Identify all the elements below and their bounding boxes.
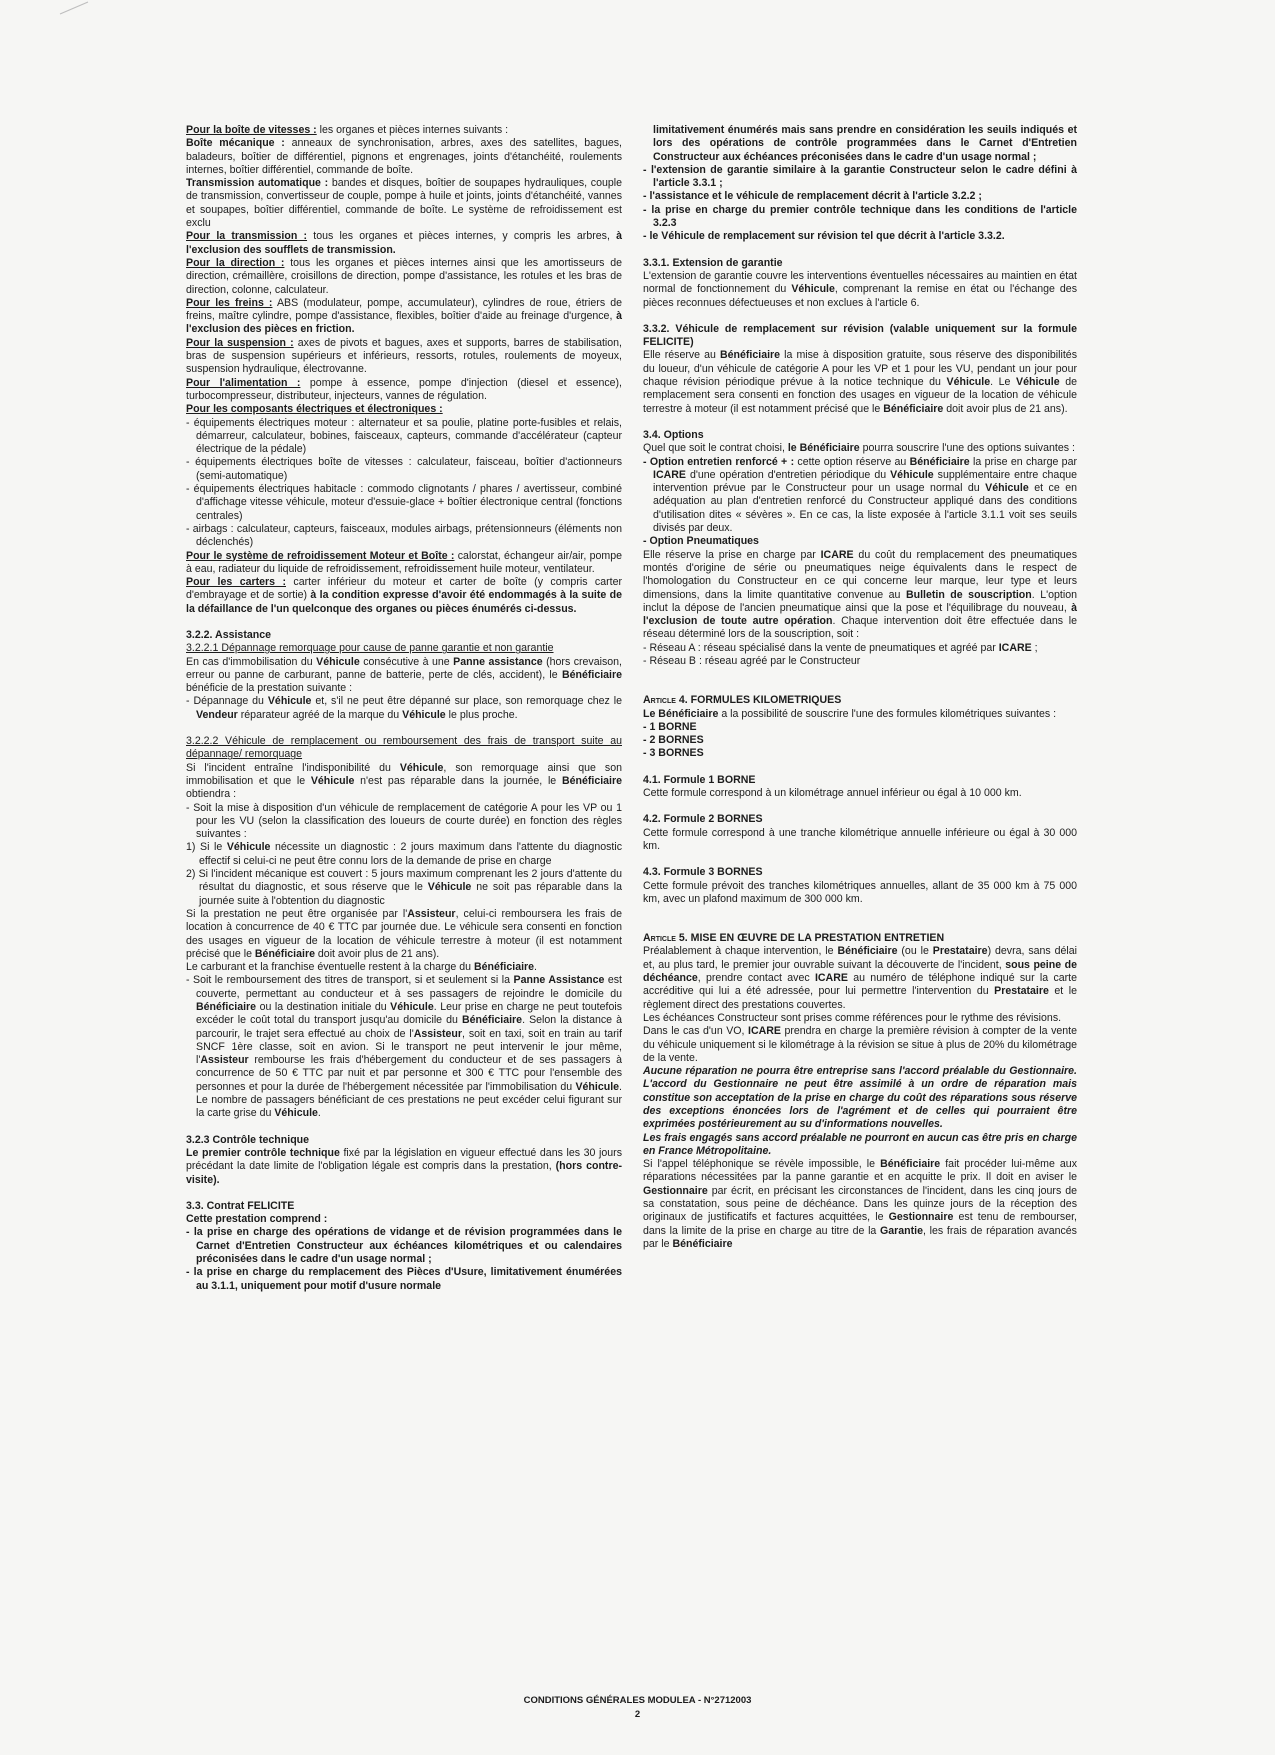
left-column (186, 124, 622, 1293)
bold-text: à l'exclusion de toute autre opération (643, 601, 1077, 628)
bold-text: Assisteur (413, 1027, 463, 1040)
bold-text: à la condition expresse d'avoir été endommagés à la suite de la défaillance de l'un quelconque des organes ou pièces énumérés ci-dessus. (186, 589, 622, 615)
spacer (186, 722, 622, 735)
text-run: rembourse les frais d'hébergement du conducteur et de ses passagers à concurrence de 50 € TTC par nuit et par personne et 300 € TTC pour l'ensemble des personnes et pour la durée de l'hébergement nécessitée par l'immobilisation du (196, 1054, 622, 1093)
text-run: Si la prestation ne peut être organisée par l' (186, 907, 408, 920)
paragraph (186, 124, 622, 137)
text-run: (hors crevaison, erreur ou panne de carburant, panne de batterie, perte de clés, accident), le (186, 655, 622, 681)
bold-text: Bénéficiaire (672, 1237, 733, 1250)
bold-text: Assisteur (200, 1054, 249, 1067)
paragraph (186, 337, 622, 377)
bold-text: Bénéficiaire (883, 402, 944, 415)
text-run: doit avoir plus de 21 ans). (943, 402, 1068, 415)
text-run: pourra souscrire l'une des options suivantes : (859, 442, 1075, 455)
bold-text: Bénéficiaire (561, 668, 622, 681)
list-item (186, 868, 622, 908)
bold-text: Bénéficiaire (909, 455, 970, 468)
text-run: tous les organes et pièces internes ainsi que les amortisseurs de direction, crémaillère, croisillons de direction, pompe d'assistance, les rotules et les bras de direction, colonne, calculateur. (186, 256, 623, 296)
spacer (643, 853, 1077, 866)
spacer (643, 681, 1077, 694)
paragraph: Cette formule prévoit des tranches kilométriques annuelles, allant de 35 000 km à 75 000 km, avec un plafond maximum de 300 000 km. (643, 879, 1077, 905)
page-number: 2 (634, 1709, 641, 1720)
text-run: la mise à disposition gratuite, sous réserve des disponibilités du loueur, d'un véhicule de catégorie A pour les VP et 1 pour les VU, pendant un jour pour chaque révision périodique prévue à la notice technique du (643, 349, 1077, 389)
text-run: , prendre contact avec (697, 972, 815, 985)
bold-text: Le Bénéficiaire (643, 707, 719, 720)
text-run: bénéficie de la prestation suivante : (186, 682, 353, 695)
text-run: Dans le cas d'un VO, (643, 1025, 748, 1038)
paragraph (186, 576, 622, 616)
list-item: - équipements électriques moteur : alternateur et sa poulie, platine porte-fusibles et relais, démarreur, calculateur, bobines, faisceaux, capteurs, commande d'accélérateur (capteur électrique de la pédale) (186, 416, 622, 456)
text-run: anneaux de synchronisation, arbres, axes des satellites, bagues, baladeurs, boîtier de différentiel, pignons et engrenages, joints d'étanchéité, roulements internes, boîtier différentiel, commande de boîte. (186, 137, 622, 176)
paragraph (643, 1158, 1077, 1251)
subheading-text: Pour les carters : (186, 576, 286, 589)
section-heading: - 3 BORNES (643, 747, 704, 760)
list-item: - la prise en charge du remplacement des Pièces d'Usure, limitativement énumérées au 3.1.1, uniquement pour motif d'usure normale (186, 1266, 622, 1292)
bold-text: Gestionnaire (888, 1211, 954, 1224)
bold-text: Bénéficiaire (561, 774, 622, 787)
bold-text: Prestataire (932, 945, 988, 958)
list-item: - équipements électriques boîte de vitesses : calculateur, faisceau, boîtier d'actionneurs (semi-automatique) (186, 456, 622, 482)
paragraph (643, 549, 1077, 642)
bold-text: (hors contre-visite). (186, 1160, 622, 1186)
text-run: prendra en charge la première révision à compter de la vente du véhicule uniquement si le kilométrage à la révision se situe à plus de 20% du kilométrage de la vente. (643, 1025, 1077, 1064)
paragraph: limitativement énumérés mais sans prendre en considération les seuils indiqués et lors des opérations de contrôle programmées dans le Carnet d'Entretien Constructeur aux échéances préconisées dans le cadre d'un usage normal ; (653, 124, 1077, 163)
paragraph (643, 349, 1077, 415)
text-run: du coût du remplacement des pneumatiques montés d'origine de série ou pneumatiques neige équivalents dans le respect de l'homologation du Constructeur en ce qui concerne leur marque, leur type et leurs dimensions, dans la limite quantitative convenue au (643, 548, 1077, 601)
text-run: , comprenant la remise en état ou l'échange des pièces reconnues défectueuses et non exclues à l'article 6. (643, 283, 1077, 309)
text-run: d'une opération d'entretien périodique du (685, 468, 891, 481)
bold-text: Véhicule (310, 774, 355, 787)
subheading-text: Pour l'alimentation : (186, 376, 301, 389)
bold-text: Véhicule (399, 761, 444, 774)
page-footer (0, 1694, 1275, 1722)
bold-text: Véhicule (402, 708, 446, 721)
bold-text: Véhicule (985, 482, 1029, 495)
section-heading: 3.3. Contrat FELICITE (186, 1199, 295, 1212)
bold-text: Bénéficiaire (462, 1014, 523, 1027)
emphasis-paragraph: Les frais engagés sans accord préalable ne pourront en aucun cas être pris en charge en France Métropolitaine. (643, 1131, 1077, 1157)
list-item: - l'assistance et le véhicule de remplacement décrit à l'article 3.2.2 ; (643, 190, 982, 203)
text-run: nécessite un diagnostic : 2 jours maximum dans l'attente du diagnostic effectif si celui-ci ne peut être connu lors de la demande de prise en charge (199, 841, 622, 867)
text-run: Elle réserve au (643, 349, 720, 362)
text-run: - Soit le remboursement des titres de transport, si et seulement si la (186, 974, 514, 987)
text-run: Le carburant et la franchise éventuelle restent à la charge du (186, 961, 474, 974)
list-item (643, 642, 1077, 655)
paragraph (643, 708, 1077, 721)
bold-text: ICARE (820, 548, 854, 561)
spacer (186, 1187, 622, 1200)
bold-text: Véhicule (890, 468, 934, 481)
subheading-text: Pour la suspension : (186, 336, 294, 349)
subheading-text: Pour la boîte de vitesses : (186, 124, 317, 136)
text-run: . (317, 1107, 321, 1120)
text-run: . Selon la distance à parcourir, le trajet sera effectué au choix de l' (196, 1014, 623, 1040)
scan-corner-mark (0, 0, 90, 20)
subheading-text: Pour les composants électriques et électroniques : (186, 403, 443, 416)
subheading-text: Pour la direction : (186, 256, 285, 269)
bold-text: Véhicule (946, 376, 991, 389)
bold-text: Bénéficiaire (196, 1001, 257, 1013)
text-run: le plus proche. (445, 708, 518, 721)
text-run: 1) Si le (186, 841, 227, 854)
bold-text: - Option entretien renforcé + : (643, 455, 795, 468)
bold-text: Garantie (880, 1224, 924, 1237)
text-run: est tenu de rembourser, dans la limite de la prise en charge au titre de la (643, 1211, 1077, 1237)
text-run: supplémentaire entre chaque intervention prévue par le Constructeur pour un usage normal du (653, 468, 1078, 495)
right-column (643, 124, 1077, 1251)
text-run: carter inférieur du moteur et carter de boîte (y compris carter d'embrayage et de sortie) (186, 576, 622, 602)
bold-text: Bulletin de souscription (905, 588, 1032, 601)
list-item: - Réseau B : réseau agréé par le Constructeur (643, 654, 861, 667)
bold-text: Vendeur (196, 708, 238, 721)
bold-text: à l'exclusion des pièces en friction. (186, 310, 622, 336)
bold-text: Transmission automatique : (186, 177, 329, 190)
text-run: tous les organes et pièces internes, y compris les arbres, (307, 230, 617, 243)
text-run: cette option réserve au (794, 455, 910, 468)
subheading-text: 3.2.2.2 Véhicule de remplacement ou remboursement des frais de transport suite au dépannage/ remorquage (186, 735, 622, 761)
bold-text: Le premier contrôle technique (186, 1146, 340, 1159)
paragraph (186, 908, 622, 961)
bold-text: Panne Assistance (513, 974, 605, 987)
text-run: fait procéder lui-même aux réparations nécessitées par la panne garantie et en acquitte le prix. Il doit en aviser le (643, 1158, 1077, 1184)
bold-text: Gestionnaire (643, 1184, 708, 1197)
bold-text: ICARE (998, 641, 1032, 654)
bold-text: Bénéficiaire (720, 349, 781, 362)
text-run: consécutive à une (359, 655, 454, 668)
section-heading: Cette prestation comprend : (186, 1213, 328, 1226)
section-heading: 4.1. Formule 1 BORNE (643, 773, 756, 786)
paragraph (643, 1025, 1077, 1065)
bold-text: Bénéficiaire (473, 961, 535, 974)
section-heading: 4.3. Formule 3 BORNES (643, 866, 763, 879)
text-run: pompe à essence, pompe d'injection (diesel et essence), turbocompresseur, distributeur, injecteurs, vannes de régulation. (186, 376, 622, 402)
text-run: et ce en adéquation au plan d'entretien renforcé du Constructeur appliqué dans des conditions d'utilisation dites « sévères ». En ce cas, la liste exposée à l'article 3.1.1 voit ses seuils divisés par deux. (653, 482, 1077, 535)
text-run: Elle réserve la prise en charge par (643, 548, 821, 561)
paragraph: Les échéances Constructeur sont prises comme références pour le rythme des révisions. (643, 1011, 1062, 1024)
emphasis-paragraph: Aucune réparation ne pourra être entreprise sans l'accord préalable du Gestionnaire. L'accord du Gestionnaire ne peut être assimilé à un ordre de réparation mais constitue son acceptation de la prise en charge du coût des réparations sous réserve des exceptions énoncées lors de l'agrément et de celles qui pourraient être exprimées postérieurement au su d'informations nouvelles. (643, 1065, 1077, 1131)
paragraph (186, 642, 622, 655)
section-heading: 3.3.2. Véhicule de remplacement sur révision (valable uniquement sur la formule FELICITE) (643, 322, 1077, 349)
text-run: et, s'il ne peut être dépanné sur place, son remorquage chez le (311, 695, 622, 708)
list-item: - Soit la mise à disposition d'un véhicule de remplacement de catégorie A pour les VP ou 1 pour les VU (selon la classification des loueurs de courte durée) en fonction des règles suivantes : (186, 801, 622, 841)
text-run: ; (1031, 641, 1038, 654)
list-item (643, 456, 1077, 536)
text-run: . Le nombre de passagers bénéficiant de ces prestations ne peut excéder celui figurant sur la carte grise du (196, 1080, 622, 1120)
spacer (643, 800, 1077, 813)
section-heading: - Option Pneumatiques (643, 535, 759, 548)
text-run: est couverte, permettant au conducteur et à ses passagers de rejoindre le domicile du (196, 974, 622, 1000)
paragraph (186, 1147, 622, 1187)
spacer (186, 616, 622, 629)
footer-title: CONDITIONS GÉNÉRALES MODULEA - N°2712003 (523, 1695, 752, 1706)
text-run: . Chaque intervention doit être effectuée dans le réseau déterminé lors de la souscription, soit : (643, 615, 1077, 641)
bold-text: ICARE (748, 1025, 781, 1038)
text-run: . Leur prise en charge ne peut toutefois excéder le coût total du transport jusqu'au domicile du (196, 1001, 622, 1027)
paragraph (186, 297, 622, 337)
text-run: - Réseau A : réseau spécialisé dans la vente de pneumatiques et agréé par (643, 641, 999, 654)
paragraph (643, 442, 1077, 455)
subheading-text: Pour la transmission : (186, 230, 308, 243)
text-run: de remplacement sera consenti en fonction des usages en vigueur de la location de véhicule terrestre à moteur (il est notamment précisé que le (643, 376, 1077, 415)
text-run: axes de pivots et bagues, axes et supports, barres de stabilisation, bras de suspension supérieurs et inférieurs, ressorts, rotules, roulements de moyeux, suspension hydraulique, électrovanne. (186, 336, 622, 376)
text-run: a la possibilité de souscrire l'une des formules kilométriques suivantes : (718, 707, 1057, 720)
section-heading: - 1 BORNE (643, 720, 697, 733)
paragraph (186, 961, 622, 974)
text-run: et le règlement direct des prestations couvertes. (643, 985, 1077, 1011)
text-run: . Le (990, 376, 1017, 389)
text-run: . (534, 961, 537, 974)
bold-text: Véhicule (316, 655, 360, 668)
text-run: les organes et pièces internes suivants : (316, 124, 509, 136)
text-run: fixé par la législation en vigueur effectué dans les 30 jours précédant la date limite de l'obligation légale est compris dans la prestation, (186, 1146, 622, 1173)
paragraph (186, 762, 622, 802)
bold-text: Prestataire (994, 985, 1049, 998)
paragraph (186, 137, 622, 177)
bold-text: Bénéficiaire (880, 1158, 941, 1171)
text-run: , soit en taxi, soit en train au tarif SNCF 1ère classe, soit en avion. Si le transport ne peut intervenir le jour même, l' (196, 1027, 622, 1067)
list-item (186, 695, 622, 722)
paragraph (186, 257, 622, 297)
list-item: - l'extension de garantie similaire à la garantie Constructeur selon le cadre défini à l'article 3.3.1 ; (643, 163, 1077, 190)
paragraph (186, 377, 622, 404)
paragraph (643, 270, 1077, 310)
bold-text: Véhicule (427, 881, 472, 894)
text-run: (ou le (897, 945, 933, 958)
spacer (643, 761, 1077, 774)
text-run: calorstat, échangeur air/air, pompe à eau, radiateur du liquide de refroidissement, refroidissement huile moteur, ventilateur. (186, 549, 622, 575)
paragraph (186, 403, 622, 416)
bold-text: Bénéficiaire (254, 947, 315, 960)
spacer (186, 1121, 622, 1134)
text-run: doit avoir plus de 21 ans). (314, 947, 440, 960)
section-heading: 3.3.1. Extension de garantie (643, 256, 783, 269)
bold-text: Véhicule (575, 1080, 620, 1093)
paragraph (186, 735, 622, 762)
list-item: - équipements électriques habitacle : commodo clignotants / phares / avertisseur, combiné d'affichage vitesse véhicule, moteur d'essuie-glace + boîtier électronique central (fonctions centrales) (186, 483, 622, 522)
list-item: - la prise en charge du premier contrôle technique dans les conditions de l'article 3.2.3 (643, 203, 1077, 230)
section-heading: 3.4. Options (643, 428, 704, 441)
section-heading: - 2 BORNES (643, 734, 704, 747)
paragraph (643, 945, 1077, 1011)
bold-text: Véhicule (226, 841, 271, 854)
subheading-text: Pour le système de refroidissement Moteur et Boîte : (186, 549, 455, 562)
subheading-text: Pour les freins : (186, 296, 273, 309)
text-run: , celui-ci remboursera les frais de location à concurrence de 40 € TTC par journée due. Le véhicule sera consenti en fonction des usages en vigueur de la location de véhicule terrestre à moteur (il est notamment précisé que le (186, 907, 622, 960)
text-run: la prise en charge par (969, 455, 1077, 468)
paragraph (186, 230, 622, 257)
text-run: Quel que soit le contrat choisi, (643, 442, 788, 455)
bold-text: Boîte mécanique : (186, 137, 285, 150)
spacer (643, 919, 1077, 932)
bold-text: Véhicule (390, 1001, 434, 1013)
paragraph: Cette formule correspond à un kilométrage annuel inférieur ou égal à 10 000 km. (643, 787, 1022, 800)
subheading-text: 3.2.2.1 Dépannage remorquage pour cause de panne garantie et non garantie (186, 642, 554, 655)
text-run: - Dépannage du (186, 695, 268, 708)
paragraph (186, 550, 622, 577)
text-run: n'est pas réparable dans la journée, le (354, 774, 562, 787)
text-run: , son remorquage ainsi que son immobilisation et que le (186, 761, 622, 787)
text-run: ABS (modulateur, pompe, accumulateur), cylindres de roue, étriers de freins, maître cylindre, pompe d'assistance, flexibles, boîtier d'aide au freinage d'urgence, (186, 296, 622, 323)
paragraph (186, 656, 622, 696)
text-run: réparateur agréé de la marque du (237, 708, 403, 721)
text-run: par écrit, en précisant les circonstances de l'incident, dans les cinq jours de sa constatation, sous peine de déchéance. Dans les quinze jours de la réception des originaux de justificatifs et factures acquittées, le (643, 1184, 1077, 1224)
bold-text: Assisteur (407, 907, 456, 920)
section-heading: 4.2. Formule 2 BORNES (643, 813, 763, 826)
text-run: ne soit pas réparable dans la journée suite à l'obtention du diagnostic (199, 881, 622, 907)
text-run: . L'option inclut la dépose de l'ancien pneumatique ainsi que la pose et l'équilibrage du nouveau, (643, 588, 1077, 614)
spacer (643, 416, 1077, 429)
section-heading: 3.2.2. Assistance (186, 628, 271, 641)
text-run: En cas d'immobilisation du (186, 655, 317, 668)
text-run: Préalablement à chaque intervention, le (643, 945, 838, 958)
text-run: ou la destination initiale du (256, 1001, 391, 1013)
bold-text: sous peine de déchéance (643, 958, 1077, 985)
bold-text: Véhicule (267, 695, 312, 708)
bold-text: à l'exclusion des soufflets de transmission. (186, 230, 622, 256)
article-heading: Article 5. MISE EN ŒUVRE DE LA PRESTATION ENTRETIEN (643, 932, 945, 945)
bold-text: Véhicule (274, 1107, 318, 1120)
spacer (643, 310, 1077, 323)
list-item: - la prise en charge des opérations de vidange et de révision programmées dans le Carnet d'Entretien Constructeur aux échéances kilométriques et ou calendaires préconisées dans le cadre d'un usage normal ; (186, 1226, 622, 1266)
bold-text: Véhicule (791, 283, 835, 296)
text-run: , les frais de réparation avancés par le (643, 1224, 1077, 1250)
text-run: Si l'incident entraîne l'indisponibilité du (186, 761, 400, 774)
paragraph (186, 177, 622, 230)
paragraph: Cette formule correspond à une tranche kilométrique annuelle inférieure ou égal à 30 000 km. (643, 826, 1077, 852)
text-run: au numéro de téléphone indiqué sur la carte accréditive qui lui a été adressée, pour lui permettre l'intervention du (643, 972, 1077, 998)
spacer (643, 668, 1077, 681)
text-run: L'extension de garantie couvre les interventions éventuelles nécessaires au maintien en état normal de fonctionnement du (643, 269, 1077, 296)
article-heading: Article 4. FORMULES KILOMETRIQUES (643, 694, 842, 707)
list-item (186, 974, 622, 1120)
text-run: 2) Si l'incident mécanique est couvert : 5 jours maximum comprenant les 2 jours d'attente du résultat du diagnostic, et sous réserve que le (186, 868, 622, 894)
bold-text: Véhicule (1016, 376, 1060, 389)
text-run: ) devra, sans délai et, au plus tard, le premier jour ouvrable suivant la découverte de l'incident, (643, 945, 1078, 971)
list-item (186, 841, 622, 868)
list-item: - le Véhicule de remplacement sur révision tel que décrit à l'article 3.3.2. (643, 230, 1005, 243)
bold-text: Panne assistance (453, 655, 543, 668)
section-heading: 3.2.3 Contrôle technique (186, 1133, 310, 1146)
bold-text: ICARE (653, 468, 686, 481)
text-run: bandes et disques, boîtier de soupapes hydrauliques, couple de transmission, convertisseur de couple, pompe à huile et joints, joints d'étanchéité, vannes et soupapes, boîtier différentiel, commande de boîte. Le système de refroidissement est exclu (186, 177, 622, 230)
list-item: - airbags : calculateur, capteurs, faisceaux, modules airbags, prétensionneurs (éléments non déclenchés) (186, 522, 622, 549)
text-run: Si l'appel téléphonique se révèle impossible, le (643, 1158, 881, 1171)
bold-text: Bénéficiaire (837, 945, 898, 958)
bold-text: ICARE (814, 972, 848, 985)
spacer (643, 244, 1077, 257)
bold-text: le Bénéficiaire (787, 442, 860, 455)
text-run: obtiendra : (186, 788, 237, 801)
spacer (643, 906, 1077, 919)
